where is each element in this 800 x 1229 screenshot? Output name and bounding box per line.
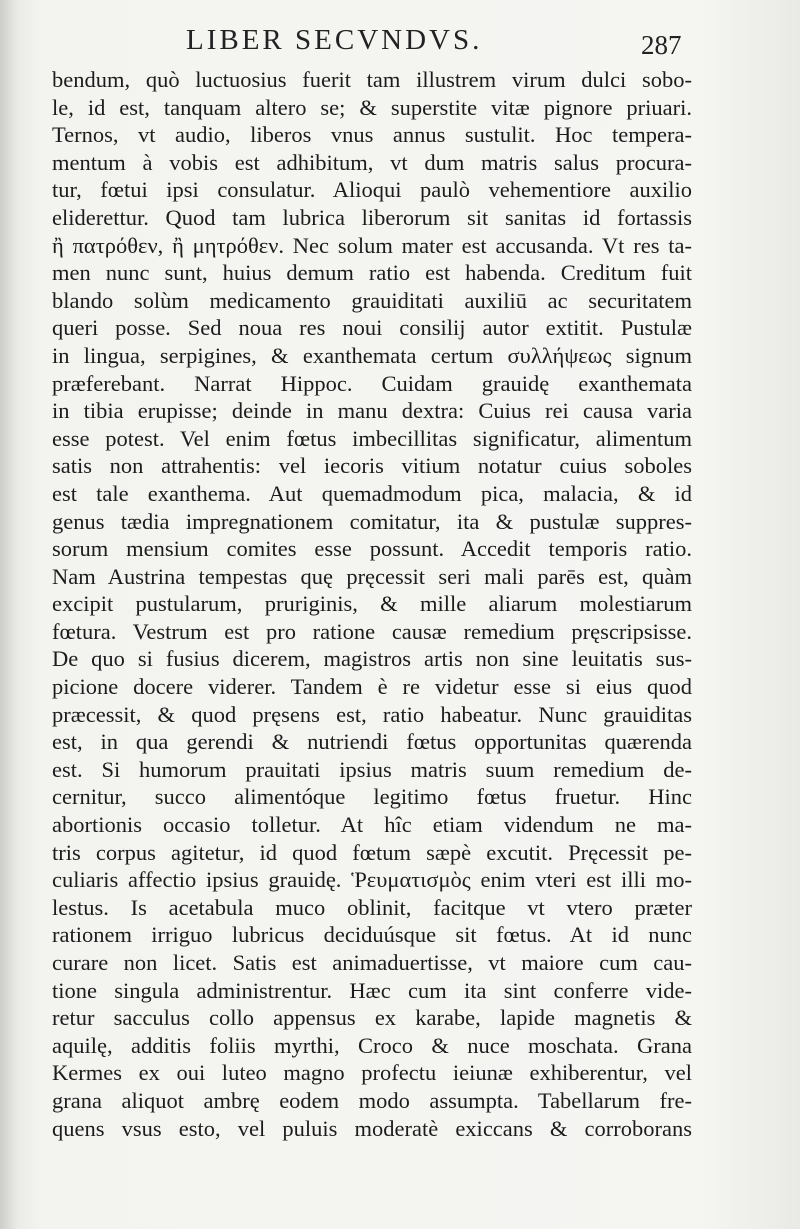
text-line: ἢ πατρόθεν, ἢ μητρόθεν. Nec solum mater est accusanda. Vt res ta-	[52, 232, 692, 258]
text-line: Kermes ex oui luteo magno profectu ieiunæ exhiberentur, vel	[52, 1060, 692, 1086]
text-line: excipit pustularum, pruriginis, & mille aliarum molestiarum	[52, 591, 692, 617]
text-line: grana aliquot ambrę eodem modo assumpta. Tabellarum fre-	[52, 1087, 692, 1113]
text-line: blando solùm medicamento grauiditati auxiliū ac securitatem	[52, 287, 692, 313]
gutter-shadow	[0, 0, 18, 1229]
text-line: le, id est, tanquam altero se; & superstite vitæ pignore priuari.	[52, 94, 692, 120]
body-text	[52, 66, 692, 1142]
page-header	[0, 24, 800, 64]
text-line: rationem irriguo lubricus deciduúsque sit fœtus. At id nunc	[52, 922, 692, 948]
text-line: in tibia erupisse; deinde in manu dextra: Cuius rei causa varia	[52, 398, 692, 424]
text-line: lestus. Is acetabula muco oblinit, facitque vt vtero præter	[52, 894, 692, 920]
text-line: queri posse. Sed noua res noui consilij autor extitit. Pustulæ	[52, 315, 692, 341]
text-line: tione singula administrentur. Hæc cum ita sint conferre vide-	[52, 977, 692, 1003]
text-line: in lingua, serpigines, & exanthemata certum συλλήψεως signum	[52, 342, 692, 368]
text-line: fœtura. Vestrum est pro ratione causæ remedium pręscripsisse.	[52, 618, 692, 644]
text-line: satis non attrahentis: vel iecoris vitium notatur cuius soboles	[52, 453, 692, 479]
text-line: est, in qua gerendi & nutriendi fœtus opportunitas quærenda	[52, 729, 692, 755]
text-line: men nunc sunt, huius demum ratio est habenda. Creditum fuit	[52, 260, 692, 286]
text-line: picione docere viderer. Tandem è re videtur esse si eius quod	[52, 674, 692, 700]
text-line: quens vsus esto, vel puluis moderatè exiccans & corroborans	[52, 1115, 692, 1141]
text-line: sorum mensium comites esse possunt. Accedit temporis ratio.	[52, 536, 692, 562]
text-line: bendum, quò luctuosius fuerit tam illustrem virum dulci sobo-	[52, 67, 692, 92]
running-title: LIBER SECVNDVS.	[186, 24, 483, 56]
text-line: mentum à vobis est adhibitum, vt dum matris salus procura-	[52, 149, 692, 175]
text-line: præcessit, & quod pręsens est, ratio habeatur. Nunc grauiditas	[52, 701, 692, 727]
text-line: curare non licet. Satis est animaduertisse, vt maiore cum cau-	[52, 950, 692, 975]
text-line: esse potest. Vel enim fœtus imbecillitas significatur, alimentum	[52, 425, 692, 451]
text-line: retur sacculus collo appensus ex karabe, lapide magnetis &	[52, 1005, 692, 1031]
text-line: De quo si fusius dicerem, magistros artis non sine leuitatis sus-	[52, 646, 692, 672]
text-line: Nam Austrina tempestas quę pręcessit seri mali parēs est, quàm	[52, 563, 692, 589]
text-line: est. Si humorum prauitati ipsius matris suum remedium de-	[52, 756, 692, 782]
page-number: 287	[641, 30, 682, 60]
text-line: aquilę, additis foliis myrthi, Croco & nuce moschata. Grana	[52, 1032, 692, 1058]
text-line: abortionis occasio tolletur. At hîc etiam videndum ne ma-	[52, 812, 692, 838]
text-line: cernitur, succo alimentóque legitimo fœtus fruetur. Hinc	[52, 784, 692, 810]
text-line: eliderettur. Quod tam lubrica liberorum sit sanitas id fortassis	[52, 204, 692, 230]
text-line: est tale exanthema. Aut quemadmodum pica, malacia, & id	[52, 480, 692, 506]
text-line: Ternos, vt audio, liberos vnus annus sustulit. Hoc tempera-	[52, 122, 692, 148]
text-line: culiaris affectio ipsius grauidę. Ῥευματισμὸς enim vteri est illi mo-	[52, 867, 692, 893]
text-line: tur, fœtui ipsi consulatur. Alioqui paulò vehementiore auxilio	[52, 177, 692, 203]
text-line: genus tædia impregnationem comitatur, ita & pustulæ suppres-	[52, 508, 692, 534]
text-line: præferebant. Narrat Hippoc. Cuidam grauidę exanthemata	[52, 370, 692, 396]
text-line: tris corpus agitetur, id quod fœtum sæpè excutit. Pręcessit pe-	[52, 839, 692, 865]
